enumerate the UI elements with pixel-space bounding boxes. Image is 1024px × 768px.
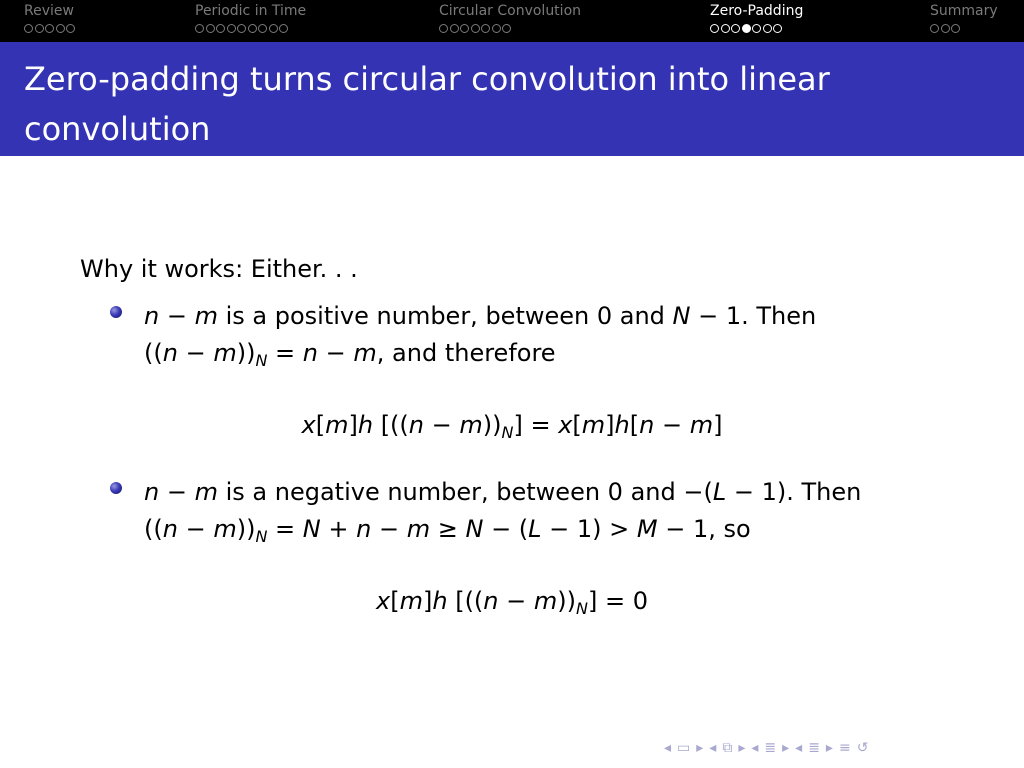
slide-content (0, 156, 1024, 768)
bullet-line: n − m is a positive number, between 0 and N − 1. Then (144, 302, 817, 330)
frame-dot[interactable] (439, 24, 448, 33)
frame-dot[interactable] (492, 24, 501, 33)
nav-left-icon[interactable]: ◂ (709, 740, 717, 756)
bullet-line: $((n - m))_N = N + n - m \ge N - (L - 1) > M - 1$, so (144, 515, 751, 546)
beamer-nav-symbols (664, 740, 868, 756)
frame-dot[interactable] (66, 24, 75, 33)
nav-right-icon[interactable]: ▸ (738, 740, 746, 756)
frame-dot[interactable] (752, 24, 761, 33)
frame-dot[interactable] (481, 24, 490, 33)
nav-frame-icon[interactable]: ▭ (677, 740, 691, 756)
frame-dot[interactable] (721, 24, 730, 33)
nav-section-label[interactable]: Zero-Padding (710, 3, 804, 19)
frame-dot[interactable] (279, 24, 288, 33)
nav-frame-dots (195, 23, 306, 33)
nav-left-icon[interactable]: ◂ (664, 740, 672, 756)
nav-section-label[interactable]: Summary (930, 3, 998, 19)
frame-dot[interactable] (941, 24, 950, 33)
frame-dot[interactable] (248, 24, 257, 33)
nav-section-summary[interactable] (930, 2, 998, 33)
nav-section-icon[interactable]: ≣ (764, 740, 777, 756)
frame-dot[interactable] (951, 24, 960, 33)
frame-dot[interactable] (206, 24, 215, 33)
nav-section-periodic-in-time[interactable] (195, 2, 306, 33)
nav-section-label[interactable]: Periodic in Time (195, 3, 307, 19)
bullet-icon (110, 482, 122, 494)
frame-dot[interactable] (710, 24, 719, 33)
nav-left-icon[interactable]: ◂ (795, 740, 803, 756)
nav-section-zero-padding[interactable] (710, 2, 803, 33)
nav-right-icon[interactable]: ▸ (782, 740, 790, 756)
frame-dot[interactable] (227, 24, 236, 33)
frame-dot[interactable] (45, 24, 54, 33)
nav-frame-dots (930, 23, 998, 33)
frame-dot[interactable] (930, 24, 939, 33)
frame-dot[interactable] (56, 24, 65, 33)
frame-dot[interactable] (35, 24, 44, 33)
frame-dot[interactable] (450, 24, 459, 33)
bullet-line: $((n - m))_N = n - m$, and therefore (144, 339, 556, 370)
nav-align-icon[interactable]: ≡ (838, 740, 851, 756)
nav-section-label[interactable]: Circular Convolution (439, 3, 582, 19)
frame-dot[interactable] (24, 24, 33, 33)
frame-title-bar (0, 42, 1024, 156)
nav-frame-dots (710, 23, 803, 33)
bullet-line: n − m is a negative number, between 0 and −(L − 1). Then (144, 478, 862, 506)
frame-dot[interactable] (460, 24, 469, 33)
frame-dot[interactable] (471, 24, 480, 33)
nav-section-review[interactable] (24, 2, 75, 33)
nav-search-icon[interactable]: ↺ (856, 740, 869, 756)
nav-section-circular-convolution[interactable] (439, 2, 581, 33)
bullet-text (144, 474, 861, 555)
frame-dot[interactable] (258, 24, 267, 33)
frame-dot[interactable] (763, 24, 772, 33)
bullet-icon (110, 306, 122, 318)
nav-right-icon[interactable]: ▸ (825, 740, 833, 756)
nav-align-icon[interactable]: ≣ (808, 740, 820, 756)
nav-section-label[interactable]: Review (24, 3, 74, 19)
intro-text: Why it works: Either. . . (80, 255, 358, 283)
nav-frame-dots (439, 23, 581, 33)
nav-right-icon[interactable]: ▸ (696, 740, 704, 756)
frame-dot[interactable] (216, 24, 225, 33)
bullet-text (144, 298, 816, 379)
frame-dot[interactable] (237, 24, 246, 33)
frame-dot[interactable] (269, 24, 278, 33)
frame-dot[interactable] (195, 24, 204, 33)
frame-dot[interactable] (731, 24, 740, 33)
frame-dot[interactable] (773, 24, 782, 33)
frame-dot-current[interactable] (742, 24, 751, 33)
display-equation-1: x[m]h $[((n - m))_N] = x[m]h[n - m]$ (301, 411, 723, 442)
nav-left-icon[interactable]: ◂ (751, 740, 759, 756)
frame-title: Zero-padding turns circular convolution into linear convolution (24, 60, 830, 148)
section-navbar (0, 0, 1024, 42)
nav-frame-dots (24, 23, 75, 33)
display-equation-2: x[m]h $[((n - m))_N] = 0$ (376, 587, 648, 618)
nav-subsection-icon[interactable]: ⧉ (722, 740, 733, 756)
frame-dot[interactable] (502, 24, 511, 33)
